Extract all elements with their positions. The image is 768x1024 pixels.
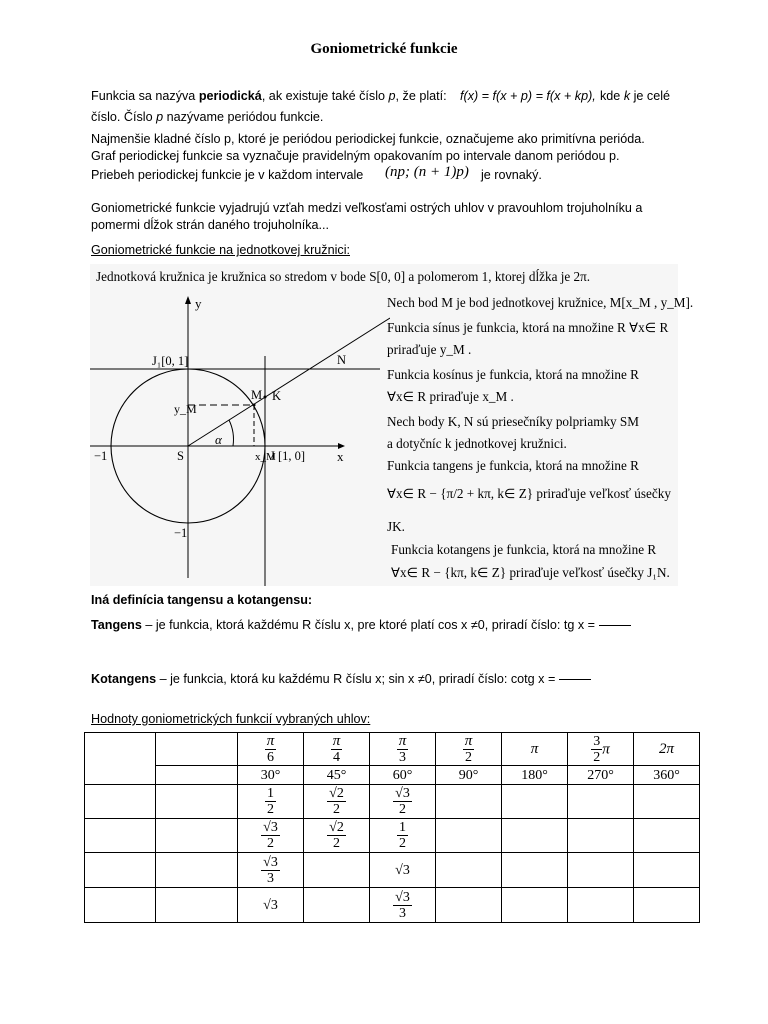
ray-sm	[188, 318, 390, 446]
unit-circle-heading: Goniometrické funkcie na jednotkovej kružnici:	[91, 243, 350, 257]
table-row-cot: √3 $\frac{√3}{3}$	[85, 888, 700, 923]
intro-line-1: Funkcia sa nazýva periodická, ak existuje také číslo p, že platí:	[91, 89, 447, 103]
cell-rad-2: $\frac{\pi}{4}$	[304, 733, 370, 766]
unit-circle-diagram	[90, 286, 390, 586]
figure-text-4: Funkcia kosínus je funkcia, ktorá na množine R	[387, 367, 639, 382]
figure-text-2: Funkcia sínus je funkcia, ktorá na množine R ∀x∈ R	[387, 320, 669, 335]
intro-line-5-end: je rovnaký.	[481, 168, 542, 182]
fraction-blank	[599, 625, 631, 626]
label-minus1-bottom: −1	[174, 526, 188, 540]
table-row-degrees: 30° 45° 60° 90° 180° 270° 360°	[85, 766, 700, 785]
para2-line-1: Goniometrické funkcie vyjadrujú vzťah medzi veľkosťami ostrých uhlov v pravouhlom trojuholníku a	[91, 201, 643, 215]
figure-text-11: Funkcia kotangens je funkcia, ktorá na množine R	[391, 542, 657, 557]
y-axis-label: y	[195, 296, 202, 311]
intro-line-5: Priebeh periodickej funkcie je v každom intervale	[91, 168, 364, 182]
figure-text-9: ∀x∈ R − {π/2 + kπ, k∈ Z} priraďuje veľkosť úsečky	[387, 486, 671, 501]
table-row-sin: $\frac{1}{2}$ $\frac{√2}{2}$ $\frac{√3}{2}$	[85, 785, 700, 819]
label-n: N	[337, 353, 347, 367]
table-heading: Hodnoty goniometrických funkcií vybraných uhlov:	[91, 712, 371, 726]
definitions-heading: Iná definícia tangensu a kotangensu:	[91, 593, 313, 607]
table-row-cos: $\frac{√3}{2}$ $\frac{√2}{2}$ $\frac{1}{2}$	[85, 819, 700, 853]
label-minus1-left: −1	[94, 449, 108, 463]
point-m	[253, 404, 256, 407]
intro-line-3: Najmenšie kladné číslo p, ktoré je periódou periodickej funkcie, označujeme ako primitívna perióda.	[91, 132, 645, 146]
figure-text-10: JK.	[387, 519, 405, 534]
periodicity-formula: f(x) = f(x + p) = f(x + kp),	[460, 89, 596, 103]
figure-text-3: priraďuje y_M .	[387, 342, 472, 357]
figure-text-1: Nech bod M je bod jednotkovej kružnice, M[x_M , y_M].	[387, 295, 694, 310]
page-title: Goniometrické funkcie	[310, 41, 458, 57]
intro-line-1-end: kde k je celé	[600, 89, 671, 103]
label-ym: y_M	[174, 402, 197, 416]
label-m: M	[251, 388, 263, 402]
label-s: S	[177, 449, 184, 463]
table-row-tan: $\frac{√3}{3}$ √3	[85, 853, 700, 888]
cotangent-definition: Kotangens – je funkcia, ktorá ku každému R číslu x; sin x ≠0, priradí číslo: cotg x =	[91, 670, 591, 689]
figure-text-5: ∀x∈ R priraďuje x_M .	[387, 389, 514, 404]
para2-line-2: pomermi dĺžok strán daného trojuholníka...	[91, 218, 330, 232]
cell-rad-1: $\frac{\pi}{6}$	[238, 733, 304, 766]
intro-line-4: Graf periodickej funkcie sa vyznačuje pravidelným opakovaním po intervale danom periódou p.	[91, 149, 620, 163]
figure-text-8: Funkcia tangens je funkcia, ktorá na množine R	[387, 458, 639, 473]
tangent-definition: Tangens – je funkcia, ktorá každému R číslu x, pre ktoré platí cos x ≠0, priradí číslo: tg x =	[91, 616, 631, 635]
figure-text-12: ∀x∈ R − {kπ, k∈ Z} priraďuje veľkosť úsečky J₁N.	[391, 565, 670, 580]
figure-text-7: a dotyčníc k jednotkovej kružnici.	[387, 436, 567, 451]
y-axis-arrow	[185, 296, 191, 304]
cell-rad-5: π	[502, 733, 568, 766]
label-xm: x_M	[255, 451, 276, 463]
cell-rad-3: $\frac{\pi}{3}$	[370, 733, 436, 766]
angle-arc	[229, 420, 233, 446]
label-j: J [1, 0]	[270, 449, 306, 463]
x-axis-label: x	[337, 449, 344, 464]
fraction-blank	[559, 679, 591, 680]
unit-circle-figure	[90, 264, 694, 586]
figure-caption: Jednotková kružnica je kružnica so stredom v bode S[0, 0] a polomerom 1, ktorej dĺžka je 2π.	[96, 269, 591, 284]
cell-rad-6: $\frac{3}{2}$ π	[568, 733, 634, 766]
intro-line-2: číslo. Číslo p nazývame periódou funkcie.	[91, 110, 324, 124]
cell-rad-7: 2π	[634, 733, 700, 766]
label-k: K	[272, 389, 282, 403]
interval-formula: (np; (n + 1)p)	[385, 164, 469, 180]
table-row-radians	[85, 733, 700, 766]
label-alpha: α	[215, 432, 222, 447]
point-k	[264, 396, 267, 399]
label-j1: J₁[0, 1]	[152, 354, 189, 368]
values-table	[84, 732, 700, 923]
cell-rad-4: $\frac{\pi}{2}$	[436, 733, 502, 766]
figure-text-6: Nech body K, N sú priesečníky polpriamky SM	[387, 414, 639, 429]
